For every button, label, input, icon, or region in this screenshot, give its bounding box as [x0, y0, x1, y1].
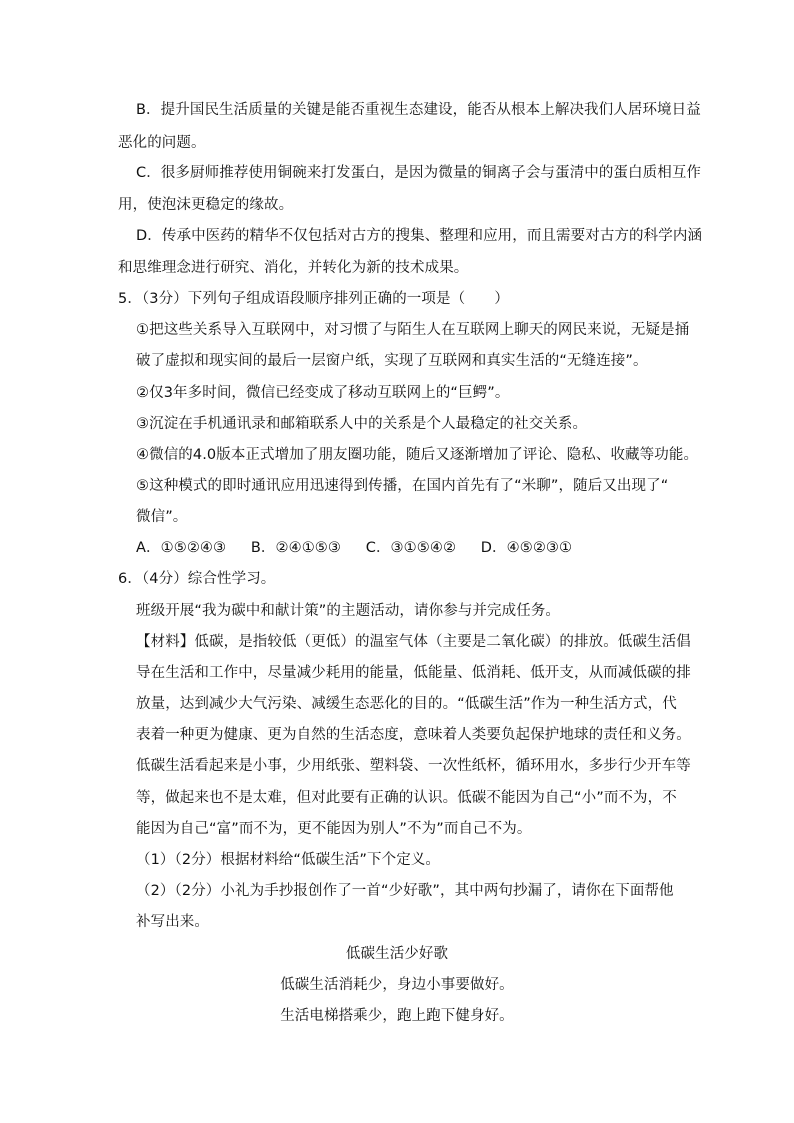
- q4-option-c-line2: 用，使泡沫更稳定的缘故。: [118, 197, 294, 213]
- q5-option-a: A．①⑤②④③: [136, 540, 227, 556]
- q4-option-d-line2: 和思维理念进行研究、消化，并转化为新的技术成果。: [118, 260, 469, 276]
- q6-material-line2: 导在生活和工作中，尽量减少耗用的能量，低能量、低消耗、低开支，从而减低碳的排: [136, 665, 691, 681]
- q6-material-line1: 【材料】低碳，是指较低（更低）的温室气体（主要是二氧化碳）的排放。低碳生活倡: [136, 634, 691, 650]
- q6-sub2-line1: （2）（2分）小礼为手抄报创作了一首“少好歌”，其中两句抄漏了，请你在下面帮他: [136, 883, 674, 899]
- poem-title: 低碳生活少好歌: [345, 946, 449, 962]
- q4-option-b-line2: 恶化的问题。: [118, 135, 206, 151]
- q5-option-d: D．④⑤②③①: [480, 540, 573, 556]
- q6-sub1: （1）（2分）根据材料给“低碳生活”下个定义。: [136, 852, 441, 868]
- q5-sentence-2: ②仅3年多时间，微信已经变成了移动互联网上的“巨鳄”。: [136, 385, 510, 401]
- q5-option-c: C．③①⑤④②: [365, 540, 457, 556]
- q4-option-d-line1: D．传承中医药的精华不仅包括对古方的搜集、整理和应用，而且需要对古方的科学内涵: [136, 228, 703, 244]
- q6-intro: 班级开展“我为碳中和献计策”的主题活动，请你参与并完成任务。: [136, 603, 561, 619]
- q5-sentence-5-line2: 微信”。: [136, 509, 188, 525]
- q5-option-b: B．②④①⑤③: [250, 540, 341, 556]
- poem-line-1: 低碳生活消耗少，身边小事要做好。: [280, 977, 514, 993]
- poem-line-2: 生活电梯搭乘少，跑上跑下健身好。: [280, 1008, 514, 1024]
- q6-material-line5: 低碳生活看起来是小事，少用纸张、塑料袋、一次性纸杯，循环用水，多步行少开车等: [136, 758, 691, 774]
- q5-options: [136, 538, 592, 558]
- q6-material-line7: 能因为自己“富”而不为，更不能因为别人”不为”而自己不为。: [136, 821, 532, 837]
- q5-sentence-3: ③沉淀在手机通讯录和邮箱联系人中的关系是个人最稳定的社交关系。: [136, 416, 588, 432]
- q5-sentence-1-line2: 破了虚拟和现实间的最后一层窗户纸，实现了互联网和真实生活的“无缝连接”。: [136, 353, 648, 369]
- q6-material-line6: 等，做起来也不是太难，但对此要有正确的认识。低碳不能因为自己“小”而不为，不: [136, 790, 677, 806]
- q5-sentence-4: ④微信的4.0版本正式增加了朋友圈功能，随后又逐渐增加了评论、隐私、收藏等功能。: [136, 447, 699, 463]
- q5-sentence-5-line1: ⑤这种模式的即时通讯应用迅速得到传播，在国内首先有了“米聊”，随后又出现了“: [136, 478, 669, 494]
- q6-material-line3: 放量，达到减少大气污染、减缓生态恶化的目的。“低碳生活”作为一种生活方式，代: [136, 696, 677, 712]
- q5-sentence-1-line1: ①把这些关系导入互联网中，对习惯了与陌生人在互联网上聊天的网民来说，无疑是捅: [136, 322, 690, 338]
- q4-option-c-line1: C．很多厨师推荐使用铜碗来打发蛋白，是因为微量的铜离子会与蛋清中的蛋白质相互作: [136, 165, 702, 181]
- q6-sub2-line2: 补写出来。: [136, 914, 209, 930]
- q5-stem: 5．（3分）下列句子组成语段顺序排列正确的一项是（ ）: [118, 291, 509, 307]
- q6-stem: 6．（4分）综合性学习。: [118, 571, 276, 587]
- q4-option-b-line1: B．提升国民生活质量的关键是能否重视生态建设，能否从根本上解决我们人居环境日益: [136, 102, 701, 118]
- q6-material-line4: 表着一种更为健康、更为自然的生活态度，意味着人类要负起保护地球的责任和义务。: [136, 727, 691, 743]
